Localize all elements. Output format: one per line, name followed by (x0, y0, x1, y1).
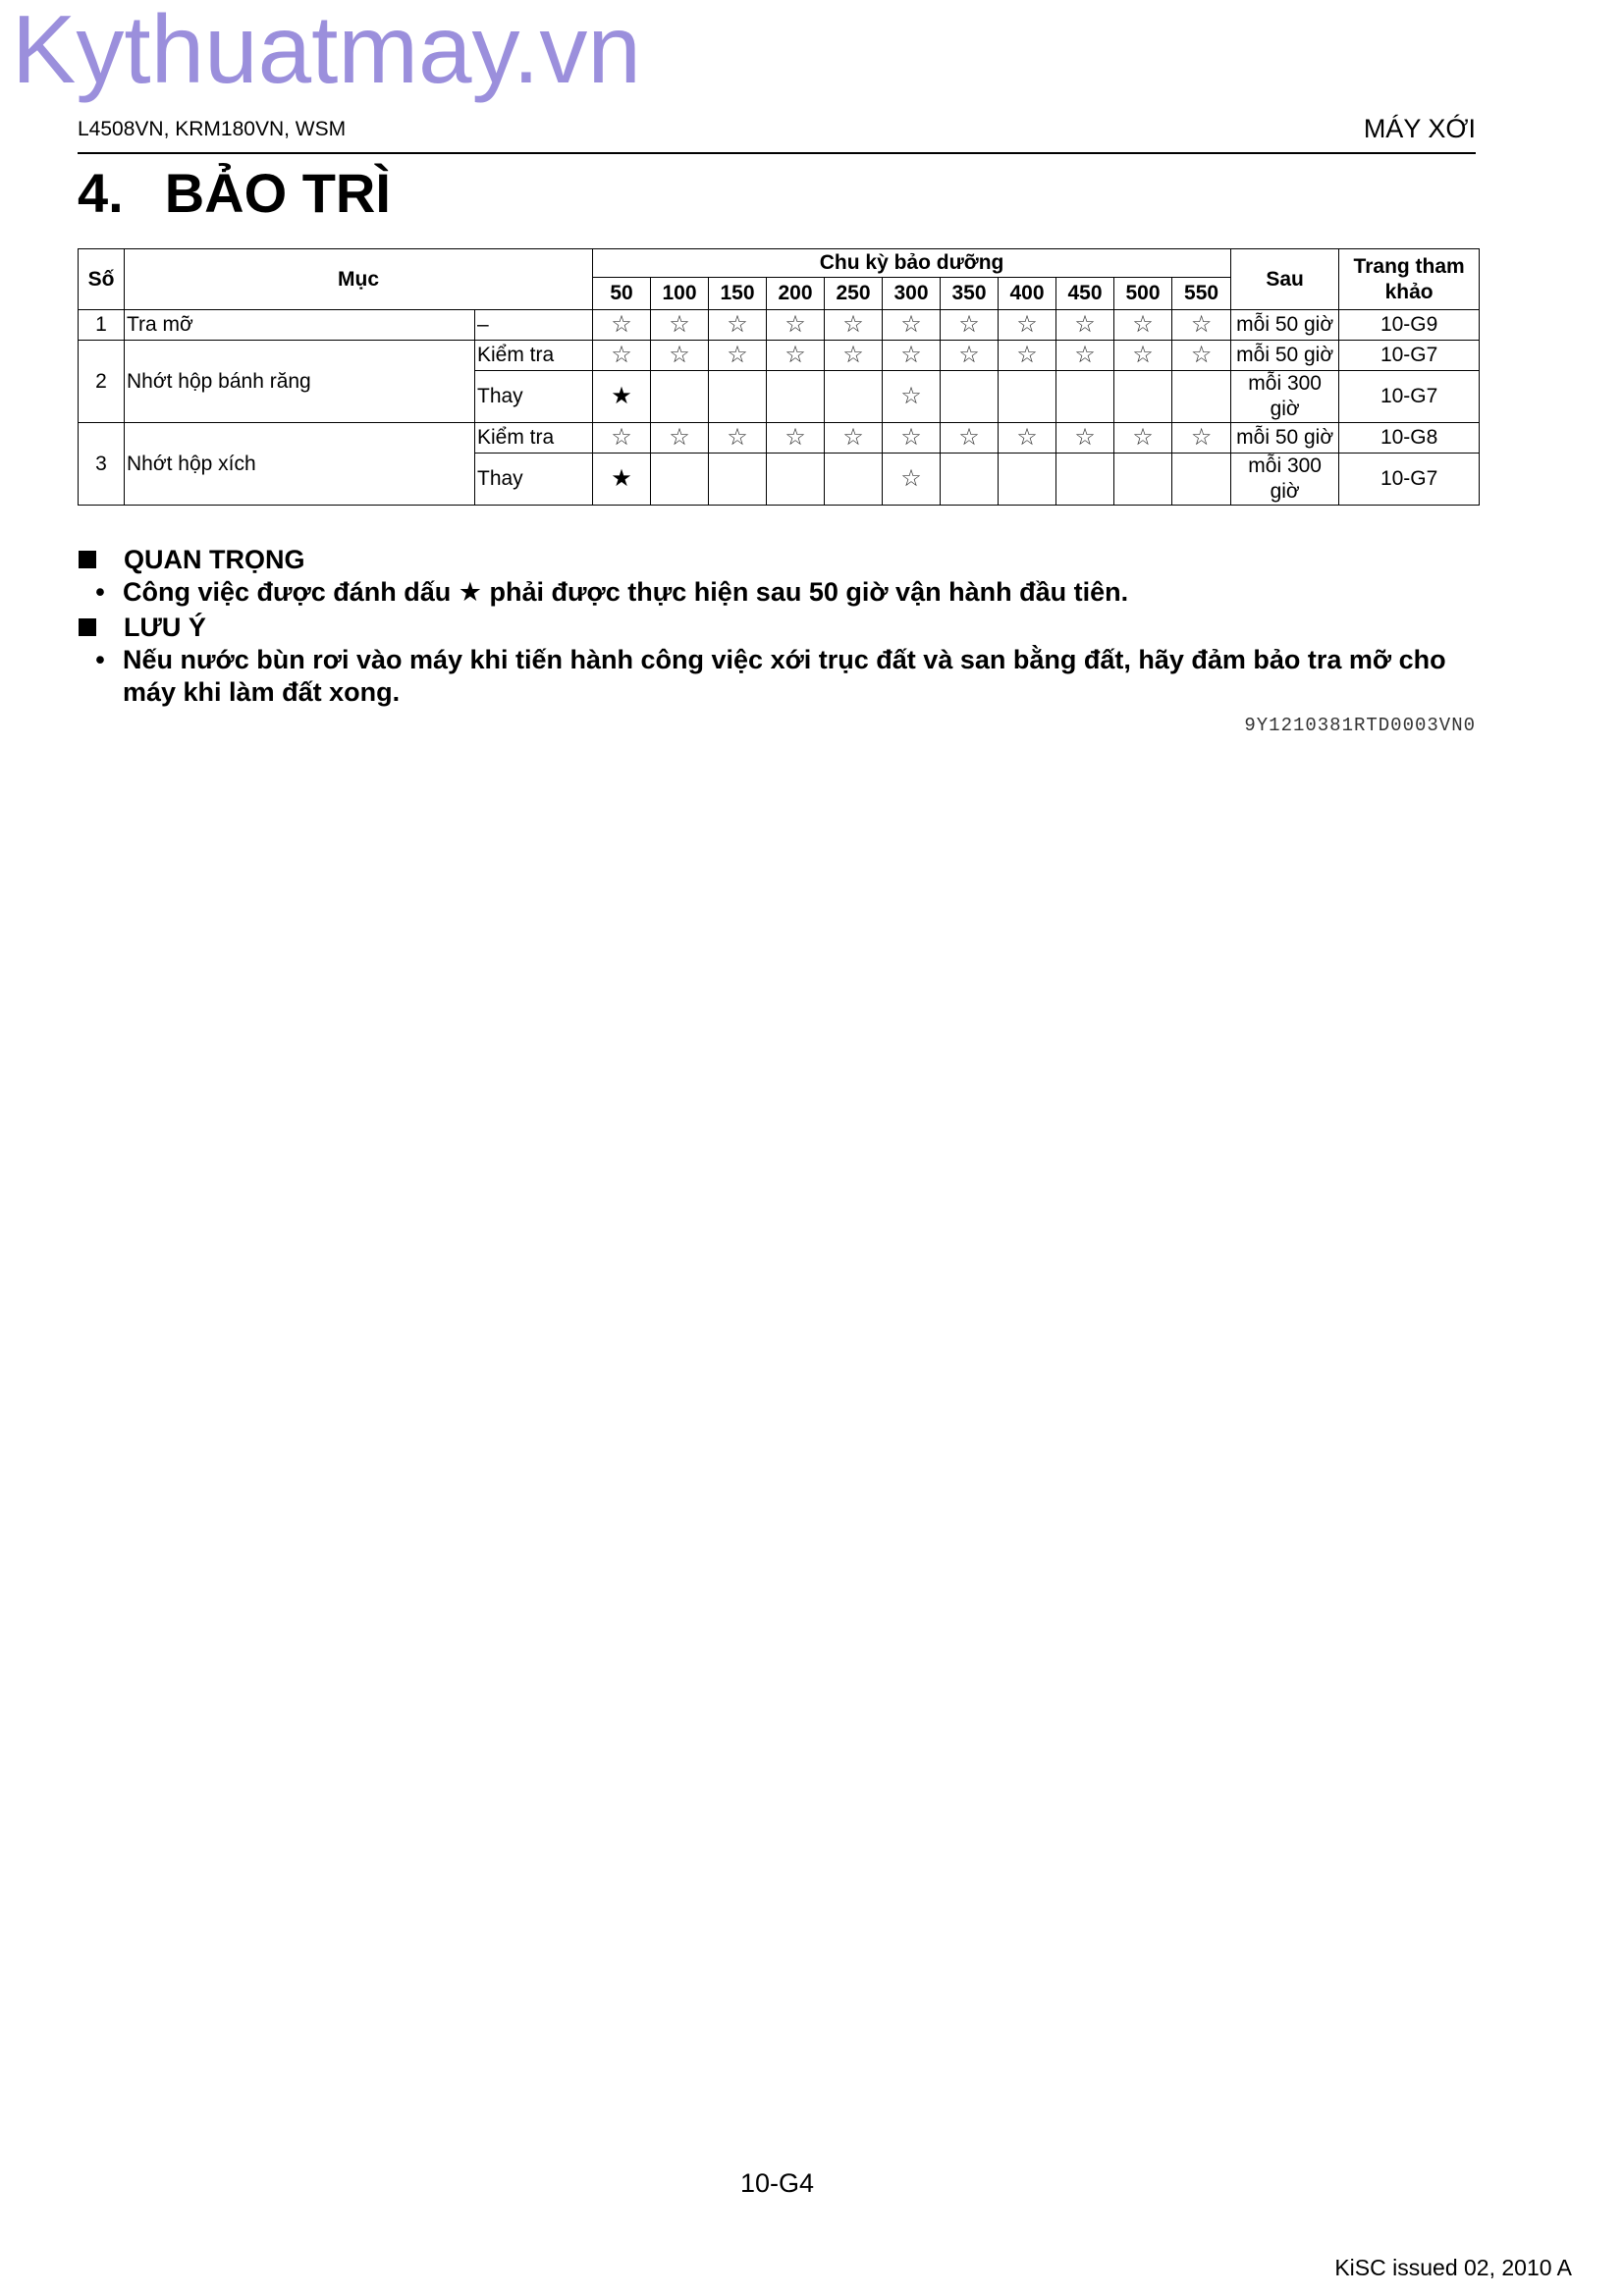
interval-cell (767, 454, 825, 506)
row-reference: 10-G8 (1339, 423, 1480, 454)
star-outline-icon: ☆ (900, 341, 922, 368)
row-after: mỗi 50 giờ (1231, 341, 1339, 371)
watermark-logo: Kythuatmay.vn (12, 0, 641, 103)
interval-cell (883, 341, 941, 371)
row-after: mỗi 50 giờ (1231, 310, 1339, 341)
row-item: Nhớt hộp bánh răng (125, 341, 475, 423)
row-reference: 10-G7 (1339, 371, 1480, 423)
star-outline-icon: ☆ (1190, 423, 1213, 451)
interval-cell (767, 423, 825, 454)
hour-header: 550 (1172, 278, 1231, 310)
important-text: Công việc được đánh dấu ★ phải được thực hiện sau 50 giờ vận hành đầu tiên. (123, 577, 1129, 607)
star-outline-icon: ☆ (1074, 423, 1096, 451)
star-outline-icon: ☆ (784, 341, 806, 368)
star-outline-icon: ☆ (842, 341, 864, 368)
header-section: MÁY XỚI (1363, 114, 1476, 143)
star-outline-icon: ☆ (1074, 341, 1096, 368)
hour-header: 50 (593, 278, 651, 310)
col-header-after: Sau (1231, 249, 1339, 310)
hour-header: 350 (941, 278, 999, 310)
interval-cell (883, 423, 941, 454)
row-after: mỗi 300 giờ (1231, 454, 1339, 506)
star-outline-icon: ☆ (727, 341, 748, 368)
star-outline-icon: ☆ (1190, 341, 1213, 368)
star-outline-icon: ☆ (1132, 310, 1154, 338)
page-number: 10-G4 (740, 2168, 815, 2198)
row-number: 1 (79, 310, 125, 341)
interval-cell (1056, 341, 1114, 371)
interval-cell (999, 371, 1056, 423)
interval-cell (1172, 423, 1231, 454)
interval-cell (825, 423, 883, 454)
interval-cell (767, 341, 825, 371)
interval-cell (651, 454, 709, 506)
hour-header: 400 (999, 278, 1056, 310)
row-reference: 10-G9 (1339, 310, 1480, 341)
document-code: 9Y1210381RTD0003VN0 (1244, 715, 1476, 736)
title-text: BẢO TRÌ (164, 162, 391, 224)
star-outline-icon: ☆ (1132, 341, 1154, 368)
hour-header: 100 (651, 278, 709, 310)
interval-cell (709, 310, 767, 341)
row-reference: 10-G7 (1339, 454, 1480, 506)
interval-cell (709, 423, 767, 454)
star-outline-icon: ☆ (1016, 341, 1038, 368)
interval-cell (1114, 371, 1172, 423)
star-filled-icon: ★ (611, 382, 632, 409)
star-outline-icon: ☆ (784, 310, 806, 338)
interval-cell (883, 371, 941, 423)
interval-cell (883, 454, 941, 506)
star-outline-icon: ☆ (611, 341, 632, 368)
row-number: 2 (79, 341, 125, 423)
row-after: mỗi 50 giờ (1231, 423, 1339, 454)
row-action: Thay (475, 371, 593, 423)
interval-cell (999, 310, 1056, 341)
bullet-dot-icon: • (95, 577, 105, 607)
bullet-dot-icon: • (95, 645, 105, 674)
interval-cell (941, 454, 999, 506)
star-outline-icon: ☆ (1132, 423, 1154, 451)
star-outline-icon: ☆ (900, 382, 922, 409)
interval-cell (651, 341, 709, 371)
star-outline-icon: ☆ (900, 464, 922, 492)
star-outline-icon: ☆ (958, 310, 980, 338)
star-outline-icon: ☆ (669, 423, 690, 451)
note-text: Nếu nước bùn rơi vào máy khi tiến hành công việc xới trục đất và san bằng đất, hãy đảm bảo tra mỡ cho máy khi làm đất xong. (123, 645, 1446, 707)
interval-cell (593, 423, 651, 454)
interval-cell (999, 454, 1056, 506)
interval-cell (1056, 371, 1114, 423)
maintenance-table (78, 248, 1480, 506)
interval-cell (883, 310, 941, 341)
interval-cell (825, 310, 883, 341)
interval-cell (1114, 310, 1172, 341)
interval-cell (1172, 454, 1231, 506)
interval-cell (941, 310, 999, 341)
important-bullet (78, 576, 1482, 609)
square-bullet-icon (79, 618, 96, 636)
hour-header: 250 (825, 278, 883, 310)
star-outline-icon: ☆ (611, 310, 632, 338)
star-outline-icon: ☆ (900, 310, 922, 338)
row-action: Thay (475, 454, 593, 506)
col-header-ref: Trang tham khảo (1339, 249, 1480, 310)
interval-cell (825, 454, 883, 506)
interval-cell (1056, 423, 1114, 454)
interval-cell (941, 341, 999, 371)
title-number: 4. (78, 162, 124, 224)
col-header-cycle: Chu kỳ bảo dưỡng (593, 249, 1231, 278)
star-outline-icon: ☆ (611, 423, 632, 451)
star-outline-icon: ☆ (727, 423, 748, 451)
interval-cell (651, 310, 709, 341)
interval-cell (709, 341, 767, 371)
interval-cell (941, 371, 999, 423)
row-item: Tra mỡ (125, 310, 475, 341)
col-header-no: Số (79, 249, 125, 310)
interval-cell (593, 371, 651, 423)
star-outline-icon: ☆ (1016, 310, 1038, 338)
table-row (79, 341, 1480, 371)
interval-cell (825, 371, 883, 423)
star-outline-icon: ☆ (669, 310, 690, 338)
important-heading-text: QUAN TRỌNG (124, 544, 305, 574)
star-outline-icon: ☆ (784, 423, 806, 451)
hour-header: 300 (883, 278, 941, 310)
important-heading (78, 543, 1482, 576)
interval-cell (825, 341, 883, 371)
interval-cell (709, 371, 767, 423)
star-filled-icon: ★ (611, 464, 632, 492)
row-after: mỗi 300 giờ (1231, 371, 1339, 423)
hour-header: 450 (1056, 278, 1114, 310)
star-outline-icon: ☆ (1074, 310, 1096, 338)
interval-cell (1114, 423, 1172, 454)
interval-cell (593, 341, 651, 371)
row-action: – (475, 310, 593, 341)
row-number: 3 (79, 423, 125, 506)
note-heading (78, 611, 1482, 644)
interval-cell (767, 310, 825, 341)
star-outline-icon: ☆ (958, 423, 980, 451)
star-outline-icon: ☆ (1016, 423, 1038, 451)
star-outline-icon: ☆ (900, 423, 922, 451)
interval-cell (767, 371, 825, 423)
star-outline-icon: ☆ (958, 341, 980, 368)
interval-cell (999, 341, 1056, 371)
header-rule (78, 152, 1476, 154)
note-heading-text: LƯU Ý (124, 612, 206, 642)
star-outline-icon: ☆ (669, 341, 690, 368)
row-action: Kiểm tra (475, 341, 593, 371)
hour-header: 200 (767, 278, 825, 310)
interval-cell (999, 423, 1056, 454)
star-outline-icon: ☆ (842, 310, 864, 338)
star-outline-icon: ☆ (727, 310, 748, 338)
interval-cell (1056, 310, 1114, 341)
interval-cell (1172, 371, 1231, 423)
interval-cell (593, 454, 651, 506)
col-header-item: Mục (125, 249, 593, 310)
table-row (79, 423, 1480, 454)
square-bullet-icon (79, 551, 96, 568)
hour-header: 500 (1114, 278, 1172, 310)
interval-cell (651, 423, 709, 454)
star-outline-icon: ☆ (842, 423, 864, 451)
interval-cell (651, 371, 709, 423)
row-item: Nhớt hộp xích (125, 423, 475, 506)
interval-cell (1172, 341, 1231, 371)
note-bullet (78, 644, 1482, 709)
interval-cell (709, 454, 767, 506)
interval-cell (1056, 454, 1114, 506)
row-reference: 10-G7 (1339, 341, 1480, 371)
header-models: L4508VN, KRM180VN, WSM (78, 118, 347, 140)
interval-cell (1114, 341, 1172, 371)
hour-header: 150 (709, 278, 767, 310)
interval-cell (1172, 310, 1231, 341)
page-title (78, 161, 391, 225)
table-row (79, 310, 1480, 341)
interval-cell (593, 310, 651, 341)
notes-section (78, 543, 1482, 709)
issued-info: KiSC issued 02, 2010 A (1334, 2255, 1572, 2280)
interval-cell (1114, 454, 1172, 506)
row-action: Kiểm tra (475, 423, 593, 454)
interval-cell (941, 423, 999, 454)
star-outline-icon: ☆ (1190, 310, 1213, 338)
